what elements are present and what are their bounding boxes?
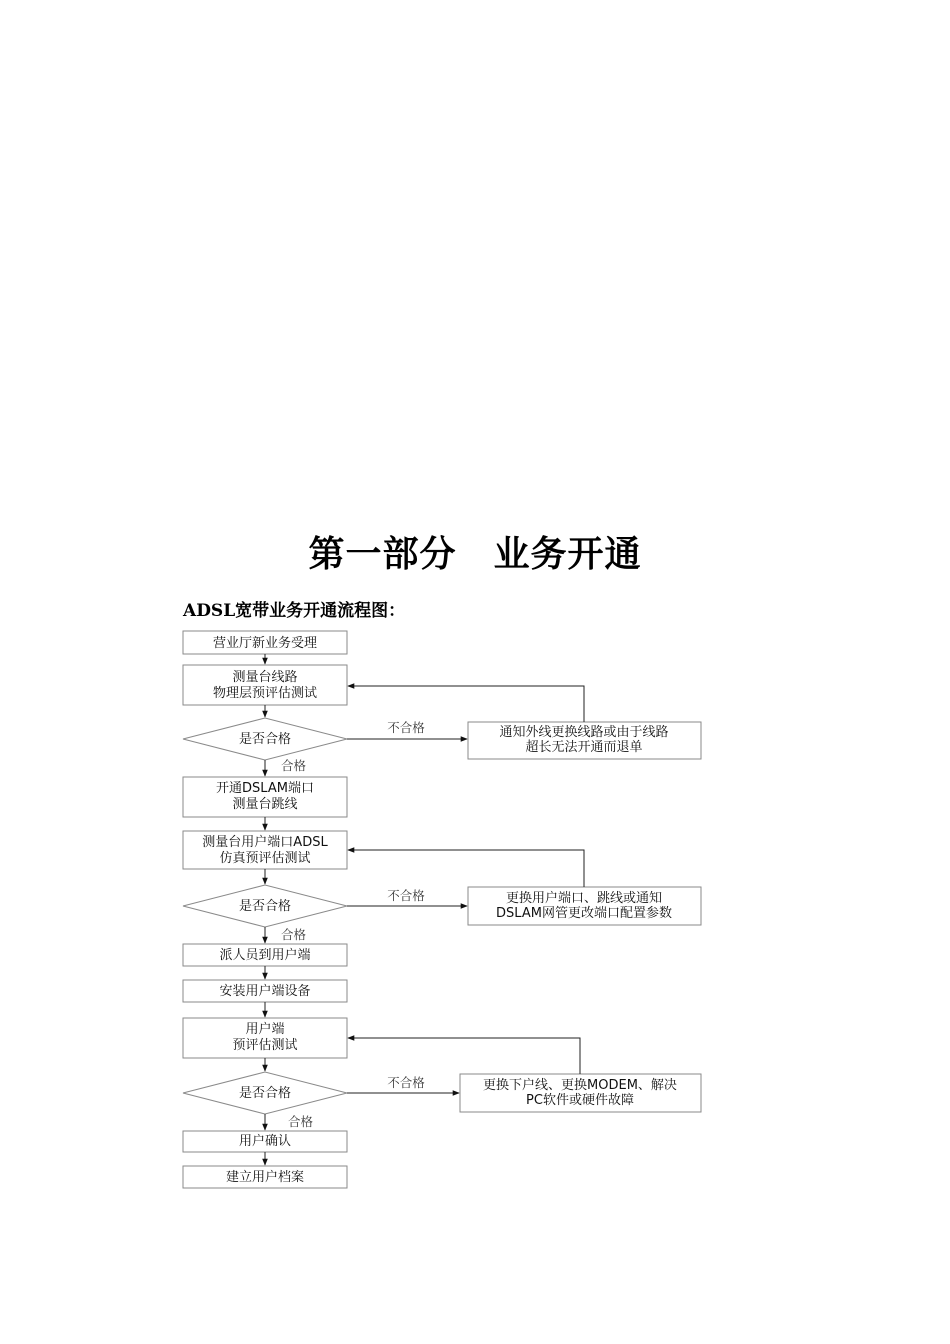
svg-text:仿真预评估测试: 仿真预评估测试 xyxy=(219,851,311,866)
svg-text:安装用户端设备: 安装用户端设备 xyxy=(219,984,311,999)
fail-label: 不合格 xyxy=(387,720,425,735)
pass-label: 合格 xyxy=(288,1114,314,1129)
svg-text:超长无法开通而退单: 超长无法开通而退单 xyxy=(525,740,643,755)
svg-text:PC软件或硬件故障: PC软件或硬件故障 xyxy=(526,1093,634,1108)
svg-text:测量台线路: 测量台线路 xyxy=(232,670,298,685)
fail-action-2 xyxy=(468,887,701,925)
svg-text:测量台跳线: 测量台跳线 xyxy=(232,797,298,812)
decision-qualified-1 xyxy=(183,718,347,760)
svg-text:是否合格: 是否合格 xyxy=(238,899,292,914)
svg-text:营业厅新业务受理: 营业厅新业务受理 xyxy=(212,636,318,651)
svg-text:更换用户端口、跳线或通知: 更换用户端口、跳线或通知 xyxy=(505,891,663,906)
svg-text:是否合格: 是否合格 xyxy=(238,732,292,747)
flowchart-caption: ADSL宽带业务开通流程图： xyxy=(183,601,406,621)
fail-action-1 xyxy=(468,722,701,759)
svg-text:测量台用户端口ADSL: 测量台用户端口ADSL xyxy=(202,835,328,850)
step-dispatch-staff xyxy=(183,944,347,966)
step-line-physical-test xyxy=(183,665,347,705)
svg-text:建立用户档案: 建立用户档案 xyxy=(225,1170,305,1185)
step-create-user-record xyxy=(183,1166,347,1188)
decision-qualified-3 xyxy=(183,1072,347,1114)
svg-text:开通DSLAM端口: 开通DSLAM端口 xyxy=(216,781,314,796)
step-user-end-test xyxy=(183,1018,347,1058)
step-business-accept xyxy=(183,631,347,654)
svg-text:更换下户线、更换MODEM、解决: 更换下户线、更换MODEM、解决 xyxy=(483,1078,677,1093)
svg-text:通知外线更换线路或由于线路: 通知外线更换线路或由于线路 xyxy=(499,725,669,740)
svg-text:用户确认: 用户确认 xyxy=(238,1134,292,1149)
svg-text:用户端: 用户端 xyxy=(245,1022,285,1037)
fail-action-3 xyxy=(460,1074,701,1112)
svg-text:物理层预评估测试: 物理层预评估测试 xyxy=(212,686,318,701)
fail-label: 不合格 xyxy=(387,888,425,903)
svg-text:预评估测试: 预评估测试 xyxy=(232,1038,298,1053)
page-title: 第一部分 业务开通 xyxy=(308,533,642,575)
fail-label: 不合格 xyxy=(387,1075,425,1090)
pass-label: 合格 xyxy=(281,927,307,942)
pass-label: 合格 xyxy=(281,758,307,773)
svg-text:派人员到用户端: 派人员到用户端 xyxy=(219,948,311,963)
step-install-equipment xyxy=(183,980,347,1002)
step-adsl-sim-test xyxy=(183,831,347,869)
decision-qualified-2 xyxy=(183,885,347,927)
svg-text:DSLAM网管更改端口配置参数: DSLAM网管更改端口配置参数 xyxy=(496,906,672,921)
step-open-dslam-port xyxy=(183,777,347,817)
svg-text:是否合格: 是否合格 xyxy=(238,1086,292,1101)
step-user-confirm xyxy=(183,1131,347,1152)
